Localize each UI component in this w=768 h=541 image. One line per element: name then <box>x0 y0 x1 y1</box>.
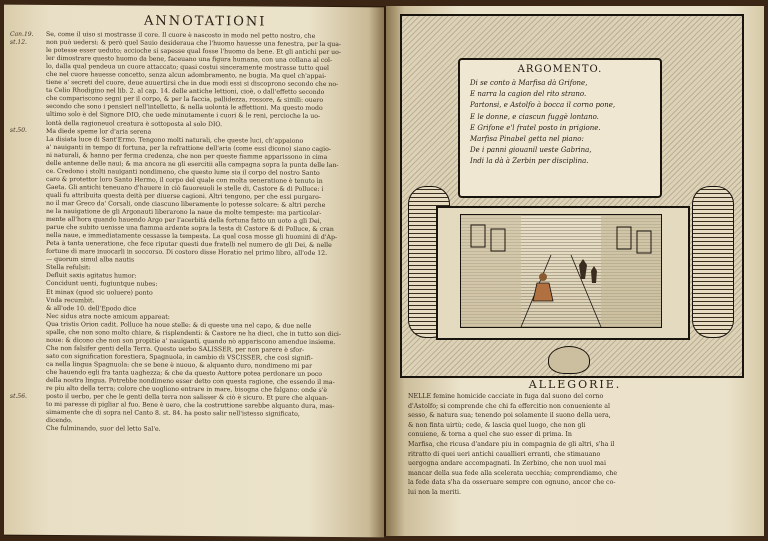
text-line: lontà della ragioneuol creatura è sottoposta al solo DIO. <box>46 119 223 128</box>
text-line: mancar della sua fede alla scelerata uecchia; comprendiamo, che <box>408 469 618 477</box>
text-line: ce. Credono i stolti nauiganti nondimeno, che questo lume sia il corpo del nostro Santo <box>46 167 320 177</box>
argomento-cartouche <box>458 58 662 198</box>
text-line: no il mar Greco da' Corsali, onde ciascuno liberamente lo potesse solcare: & altri perche <box>46 199 326 209</box>
woodcut-scene-icon <box>461 215 661 327</box>
text-line: secondo che sono i pensieri nell'intelletto, & nella uolontà le affettioni. Ma questo modo <box>46 103 323 113</box>
text-line: delle antenne delle naui; & ma ancora ne gli esercitii alla campagna sopra la punta delle lan- <box>46 159 339 169</box>
text-line: ta Celio Rhodigino nel lib. 2. al cap. 14. delle antiche lettioni, cioè, o dall'effetto secondo <box>46 87 325 97</box>
text-line: la fede data s'ha da osseruare sempre con ognuno, ancor che co- <box>408 479 616 487</box>
text-line: re piu alto della terra; colore che uogliono entrare in mare, bisogna che falgano: onde s'è <box>46 385 328 394</box>
allegorie-title: ALLEGORIE. <box>528 378 622 391</box>
text-line: E Grifone e'l fratel posto in prigione. <box>470 123 601 132</box>
margin-note: st.56. <box>10 392 27 400</box>
text-line: ni naturali, & hanno per ferma credenza, che non per queste fiamme apparissono in cima <box>46 151 328 161</box>
argomento-verses <box>470 78 652 168</box>
text-line: Ma diede speme lor d'aria serena <box>46 127 152 136</box>
text-line: Che non falsifer genti della Terra. Questo uerbo SALISSER, per non parere è sfor- <box>46 344 305 354</box>
text-line: sesso, & natura sua; tenendo poi solamente il suono della uera, <box>408 412 611 420</box>
text-line: posto il uerbo, per che le genti della terra non salisser & ciò è sicuro. Et pure che alquan- <box>46 393 329 403</box>
text-line: quali fu attribuita questa deità per diuerse cagioni. Altri tengono, per che essi purgaro- <box>46 191 321 201</box>
margin-note: st.50. <box>10 126 27 134</box>
text-line: tiene a' secreti del cuore, deue auuertirsi che in due modi essi si discoprono secondo che no- <box>46 79 339 89</box>
text-line: spalle, che non sono molto chiare, & risplendenti: & Castore ne ha dieci, che in tutto son dici- <box>46 328 341 338</box>
text-line: ritratto di quei ueri antichi cauallieri erranti, che stimauano <box>408 450 601 458</box>
allegorie-text <box>408 392 742 498</box>
text-line: d'Astolfo; si comprende che chi fa effercitio non conueniente al <box>408 402 610 410</box>
text-line: Marfisa, che ricusa d'andare piu in compagnia de gli altri, s'ha il <box>408 440 615 448</box>
text-line: E narra la cagion del rito strano. <box>470 90 587 99</box>
text-line: che compariscono segni per il corpo, & per la faccia, pallidezza, rossore, & simili: ouero <box>46 95 324 105</box>
text-line: Nec sidus atra nocte amicum appareat: <box>46 312 170 321</box>
illustration-frame <box>436 206 690 340</box>
text-line: non può uedersi: & però quel Sauio desideraua che l'huomo hauesse una fenestra, per la qua- <box>46 39 341 49</box>
text-line: Stella refulsit: <box>46 264 91 272</box>
text-line: ca nella lingua Spagnuola: che se bene è nuouo, & alquanto duro, nondimeno mi par <box>46 360 313 370</box>
text-line: parue che subito uenisse una fiamma ardente sopra la testa di Castore & di Polluce, & cran <box>46 224 334 234</box>
right-page <box>386 6 764 536</box>
text-line: Se, come il uiso si mostrasse il core. Il cuore è nascosto in modo nel petto nostro, che <box>46 30 316 40</box>
text-line: & all'ode 10. dell'Epodo dice <box>46 304 137 313</box>
text-line: ultimo solo è del Signore DIO, che uede minutamente i cuori & le reni, percioche la uo- <box>46 111 321 121</box>
text-line: ne la nauigatione de gli Argonauti liberarono la naue da molte tempeste: ma particolar- <box>46 207 322 217</box>
text-line: lo, dalla qual pendeua un cuore attaccato; quasi costui sinceramente mostrasse tutto quel <box>46 63 329 73</box>
text-line: della nostra lingua. Potrebbe nondimeno esser detto con questa ragione, che essendo il ma- <box>46 376 335 386</box>
ornament-right <box>692 186 734 338</box>
text-line: Peta à tanta ueneratione, che fece riputar questi due fratelli nel numero de gli Dei, & nelle <box>46 240 332 250</box>
text-line: NELLE femine homicide cacciate in fuga dal suono del corno <box>408 393 604 400</box>
text-line: che nel cuore hauesse concetto, senza alcun adombramento, ne bugia. Ma quel ch'appai- <box>46 71 327 81</box>
running-head: ANNOTATIONI <box>144 13 267 30</box>
text-line: conuiene, & torna a quel che suo esser di prima. In <box>408 431 572 439</box>
text-line: a' nauiganti in tempo di fortuna, per la refrattione dell'aria (come essi dicono) siano cagio- <box>46 143 331 153</box>
mask-ornament <box>548 346 590 374</box>
text-line: Vnda recumbit. <box>46 296 95 304</box>
argomento-title: ARGOMENTO. <box>517 64 603 75</box>
margin-note: st.12. <box>10 38 27 46</box>
text-line: La disiata luce di Sant'Ermo. Tengono molti naturali, che queste luci, ch'appaiono <box>46 135 304 145</box>
text-line: Gaeta. Gli antichi teneuano d'hauere in ciò fauoreuoli le stelle di, Castore & di Polluce: i <box>46 183 324 193</box>
left-page <box>4 5 384 538</box>
text-line: ler dimostrare questo huomo da bene, faceuano una figura humana, con una collana al col- <box>46 55 333 65</box>
text-line: — quorum simul alba nautis <box>46 256 135 264</box>
text-line: dicendo. <box>46 417 73 425</box>
text-line: le potesse esser ueduto; accioche si sapesse qual fosse l'huomo da bene. Et gli antichi per uo- <box>46 47 341 57</box>
text-line: Et minax (quod sic uoluere) ponto <box>46 288 153 297</box>
woodcut-illustration <box>460 214 662 328</box>
text-line: noue: & dicono che non son propitie a' nauiganti, quando nò appariscono amendue insieme. <box>46 336 336 346</box>
text-line: simamente che di sopra nel Canto 8. st. 84. ha posto salir nell'istesso significato, <box>46 409 300 418</box>
text-line: fortune di mare inuocarli in soccorso. Di costoro disse Horatio nel primo libro, all'ode 12. <box>46 248 328 258</box>
text-line: Qua tristis Orion cadit. Polluce ha noue stelle: & di queste una nel capo, & due nelle <box>46 320 312 330</box>
text-line: & non finta uirtù; cede, & lascia quel luogo, che non gli <box>408 421 586 429</box>
body-text <box>46 31 366 436</box>
text-line: Indi la dà à Zerbin per disciplina. <box>470 157 589 166</box>
text-line: nella naue, e immediatamente cessasse la tempesta. La qual cosa mosse gli huomini di d'Ap- <box>46 232 338 242</box>
text-line: E le donne, e ciascun fuggè lontano. <box>470 112 599 121</box>
text-line: to mi paresse di pigliar al fuo. Bene è uero, che la costruttione sarebbe alquanto dura, mas- <box>46 401 335 411</box>
text-line: Che fulminando, suor del letto Sal'e. <box>46 425 161 434</box>
text-line: lui non la meriti. <box>408 488 462 496</box>
text-line: Marfisa Pinabel getta nel piano: <box>470 135 584 144</box>
text-line: mente all'hora quando hauendo Argo per l'acerbità della fortuna fatto un uoto a gli Dei, <box>46 216 322 225</box>
text-line: caro & protettor loro Santo Hermo, il corpo del quale con molta ueneratione è tenuto in <box>46 175 323 185</box>
text-line: De i panni giouanil ueste Gabrina, <box>470 146 592 155</box>
text-line: Di se conto à Marfisa dà Grifone, <box>470 79 588 87</box>
margin-note: Can.19. <box>10 30 34 38</box>
text-line: uergogna andare accompagnati. In Zerbino, che non uuol mai <box>408 460 606 468</box>
text-line: che hauendo egli fra tanta uaghezza; & che da questo Auttore potea perdonare un poco <box>46 368 323 378</box>
text-line: Partonsi, e Astolfo à bocca il corno pone, <box>470 101 616 110</box>
text-line: Concidunt uenti, fugiuntque nubes: <box>46 280 158 289</box>
book-spread <box>4 6 764 536</box>
text-line: sato con signification forestiera, Spagnuola, in cambio di VSCISSER, che così signifi- <box>46 352 313 362</box>
text-line: Defluit saxis agitatus humor: <box>46 272 137 281</box>
